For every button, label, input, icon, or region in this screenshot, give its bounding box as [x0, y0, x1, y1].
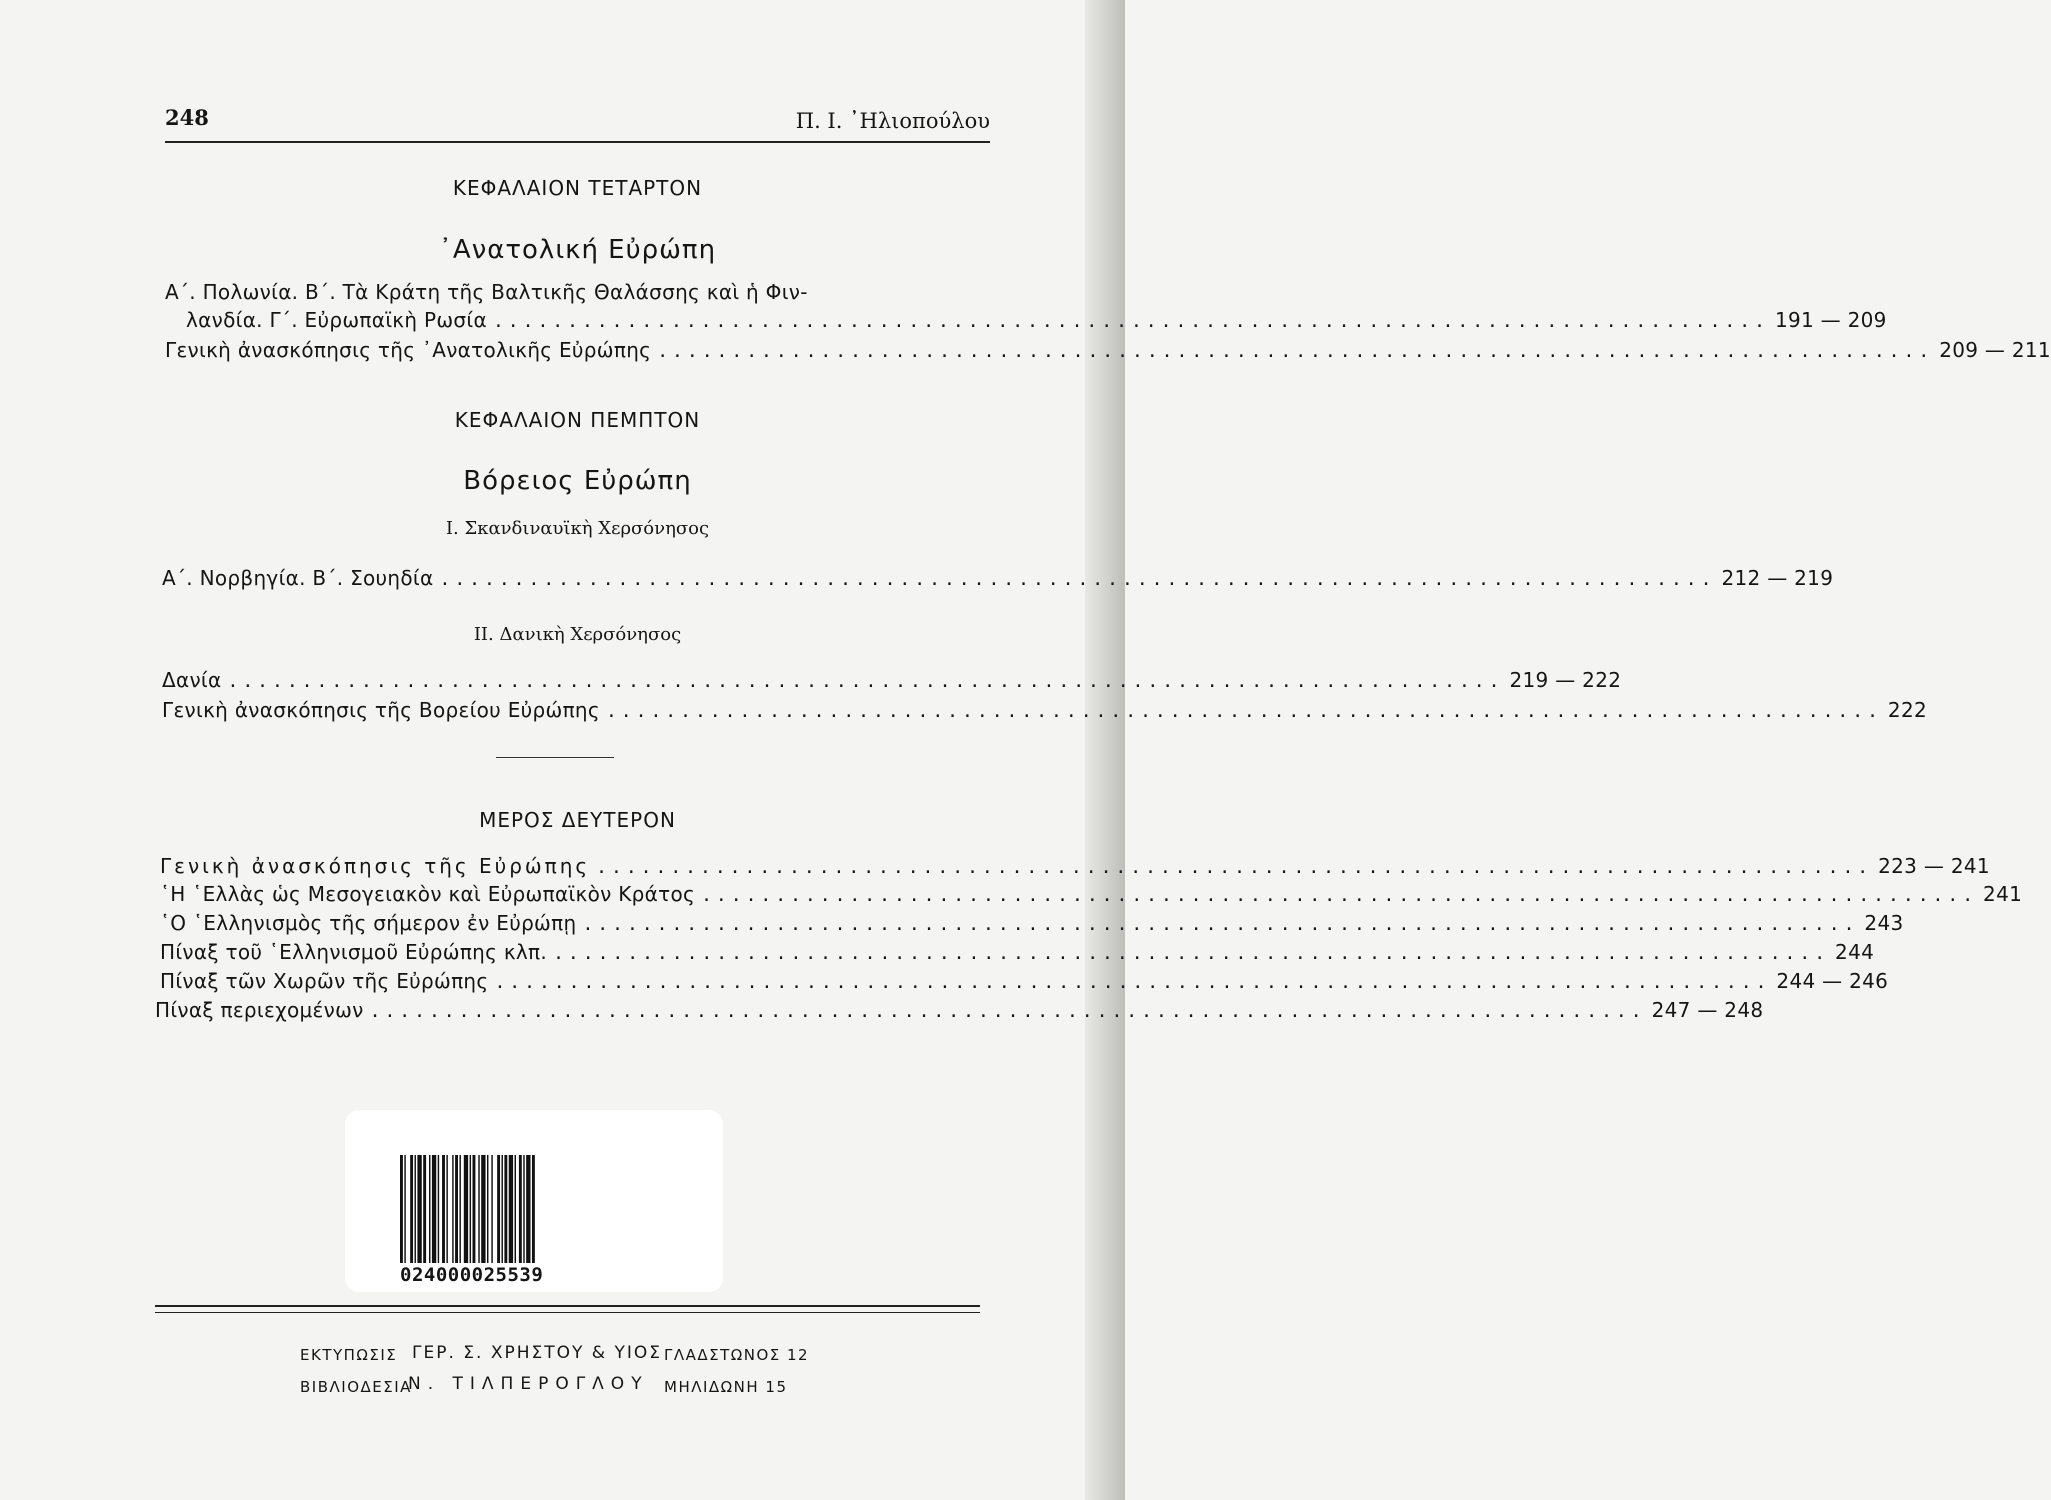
barcode-bar [417, 1155, 421, 1263]
dot-leader: ...................................................................................... [701, 885, 1978, 906]
toc-entry-text: λανδία. Γ΄. Εὐρωπαϊκὴ Ρωσία [186, 308, 487, 332]
toc-entry [155, 998, 1764, 1028]
dot-leader: ...................................................................................... [657, 341, 1934, 362]
toc-entry-pages: 212 — 219 [1721, 566, 1834, 590]
toc-entry-text: Δανία [162, 668, 222, 692]
imprint-address: ΓΛΑΔΣΤΩΝΟΣ 12 [664, 1346, 810, 1364]
barcode-bar [459, 1155, 460, 1263]
toc-entry-text: Α΄. Πολωνία. Β΄. Τὰ Κράτη τῆς Βαλτικῆς Θαλάσσης καὶ ἡ Φιν- [165, 280, 808, 304]
toc-entry [162, 668, 1622, 698]
dot-leader: ...................................................................................... [553, 943, 1830, 964]
barcode-bar [400, 1155, 403, 1263]
running-head: Π. Ι. ᾿Ηλιοπούλου [795, 109, 990, 133]
toc-entry [162, 698, 1927, 728]
barcode-bar [423, 1155, 426, 1263]
barcode-bar [429, 1155, 430, 1263]
imprint-label: ΕΚΤΥΠΩΣΙΣ [300, 1346, 398, 1364]
barcode-label [345, 1110, 723, 1292]
toc-entry-pages: 191 — 209 [1774, 308, 1887, 332]
barcode-bar [487, 1155, 488, 1263]
barcode-number: 024000025539 [400, 1264, 544, 1286]
page-header [165, 105, 990, 143]
barcode-bar [497, 1155, 500, 1263]
footer-rule [155, 1312, 980, 1313]
barcode-bar [478, 1155, 479, 1263]
chapter-heading: ΚΕΦΑΛΑΙΟΝ ΠΕΜΠΤΟΝ [454, 408, 701, 432]
toc-entry-text: Γενικὴ ἀνασκόπησις τῆς Βορείου Εὐρώπης [162, 698, 600, 722]
toc-entry-text: Γενικὴ ἀνασκόπησις τῆς Εὐρώπης [160, 854, 591, 878]
toc-entry-text: Πίναξ τῶν Χωρῶν τῆς Εὐρώπης [160, 969, 489, 993]
toc-entry [162, 566, 1834, 596]
page-edge [1085, 0, 1125, 1500]
dot-leader: ...................................................................................... [605, 701, 1882, 722]
imprint-binder: Ν. ΤΙΛΠΕΡΟΓΛΟΥ [408, 1374, 649, 1394]
part-heading: ΜΕΡΟΣ ΔΕΥΤΕΡΟΝ [479, 808, 676, 832]
chapter-title: ᾿Ανατολική Εὐρώπη [438, 235, 717, 265]
barcode-bar [442, 1155, 445, 1263]
toc-entry-text: Α΄. Νορβηγία. Β΄. Σουηδία [162, 566, 434, 590]
barcode-bar [432, 1155, 436, 1263]
barcode-bar [491, 1155, 492, 1263]
imprint-printer: ΓΕΡ. Σ. ΧΡΗΣΤΟΥ & ΥΙΟΣ [412, 1343, 662, 1363]
toc-entry-pages: 241 [1983, 882, 2023, 906]
dot-leader: ...................................................................................... [369, 1001, 1646, 1022]
imprint-address: ΜΗΛΙΔΩΝΗ 15 [664, 1378, 788, 1396]
toc-entry [160, 854, 1990, 884]
barcode-bar [455, 1155, 458, 1263]
toc-entry [160, 969, 1889, 999]
barcode-bar [502, 1155, 503, 1263]
barcode-bar [504, 1155, 507, 1263]
chapter-title: Βόρειος Εὐρώπη [463, 466, 692, 496]
barcode-bar [410, 1155, 413, 1263]
toc-entry-text: Πίναξ περιεχομένων [155, 998, 364, 1022]
toc-entry [186, 308, 1887, 338]
toc-entry [165, 338, 2051, 368]
toc-entry [160, 911, 1904, 941]
barcode-bar [446, 1155, 447, 1263]
barcode-bar [404, 1155, 405, 1263]
chapter-heading: ΚΕΦΑΛΑΙΟΝ ΤΕΤΑΡΤΟΝ [452, 176, 703, 200]
section-heading: Ι. Σκανδιναυϊκὴ Χερσόνησος [445, 518, 710, 539]
dot-leader: ...................................................................................... [227, 671, 1504, 692]
toc-entry-text: ῾Ο ῾Ελληνισμὸς τῆς σήμερον ἐν Εὐρώπῃ [160, 911, 577, 935]
page-number: 248 [165, 105, 209, 130]
toc-entry-pages: 243 [1864, 911, 1904, 935]
toc-entry-text: Πίναξ τοῦ ῾Ελληνισμοῦ Εὐρώπης κλπ. [160, 940, 548, 964]
barcode-bar [509, 1155, 513, 1263]
toc-entry-pages: 244 — 246 [1776, 969, 1889, 993]
dot-leader: ...................................................................................... [492, 311, 1769, 332]
barcode-bar [473, 1155, 476, 1263]
barcode-bar [452, 1155, 453, 1263]
toc-entry-text: ῾Η ῾Ελλὰς ὡς Μεσογειακὸν καὶ Εὐρωπαϊκὸν Κράτος [160, 882, 696, 906]
barcode-bar [519, 1155, 522, 1263]
toc-entry-pages: 222 [1887, 698, 1927, 722]
dot-leader: ...................................................................................... [494, 972, 1771, 993]
dot-leader: ...................................................................................... [439, 569, 1716, 590]
imprint-label: ΒΙΒΛΙΟΔΕΣΙΑ [300, 1378, 412, 1396]
barcode-icon [400, 1155, 580, 1263]
footer-rule [155, 1305, 980, 1307]
barcode-bar [523, 1155, 524, 1263]
toc-entry-pages: 223 — 241 [1878, 854, 1990, 878]
barcode-bar [515, 1155, 516, 1263]
section-heading: ΙΙ. Δανικὴ Χερσόνησος [473, 624, 682, 645]
toc-entry-pages: 247 — 248 [1651, 998, 1764, 1022]
section-divider [496, 757, 614, 758]
dot-leader: ...................................................................................... [582, 914, 1859, 935]
toc-entry-pages: 219 — 222 [1509, 668, 1622, 692]
barcode-bar [415, 1155, 416, 1263]
toc-entry-pages: 209 — 211 [1939, 338, 2051, 362]
barcode-bar [481, 1155, 485, 1263]
toc-entry-pages: 244 [1835, 940, 1875, 964]
barcode-bar [532, 1155, 535, 1263]
barcode-bar [526, 1155, 530, 1263]
toc-entry [160, 882, 2023, 912]
dot-leader: ...................................................................................... [596, 857, 1873, 878]
barcode-bar [438, 1155, 439, 1263]
toc-entry [160, 940, 1875, 970]
barcode-bar [470, 1155, 471, 1263]
toc-entry-text: Γενικὴ ἀνασκόπησις τῆς ᾿Ανατολικῆς Εὐρώπης [165, 338, 652, 362]
barcode-bar [464, 1155, 468, 1263]
